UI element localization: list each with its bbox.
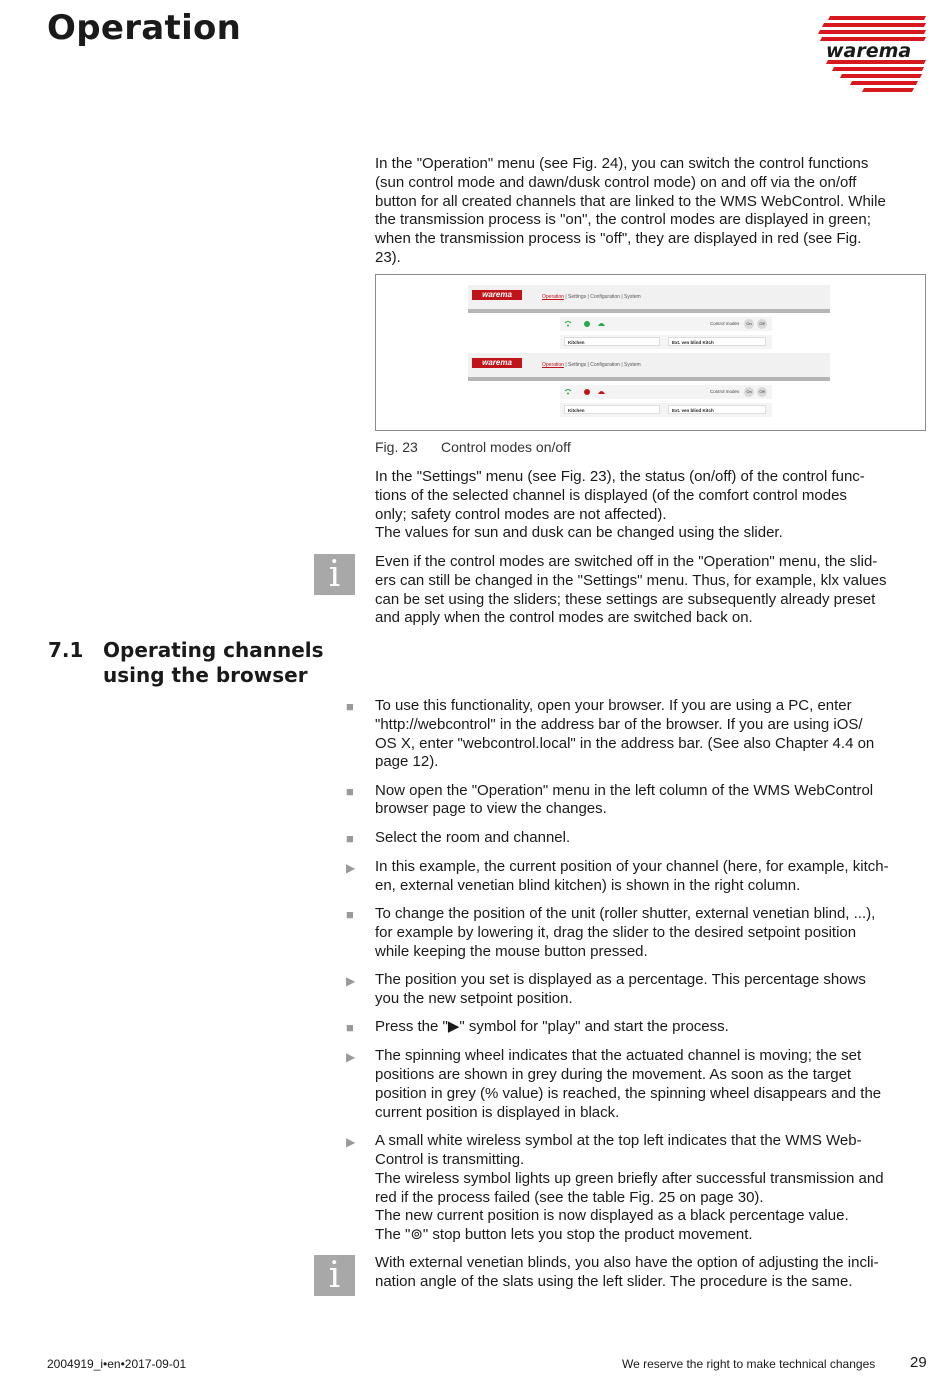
on-button[interactable]: On: [744, 319, 754, 329]
logo-wordmark: warema: [826, 40, 912, 62]
nav-system[interactable]: System: [624, 294, 641, 300]
list-item: ▶ The spinning wheel indicates that the actuated channel is moving; the set positions are shown in grey during the movement. As soon as the target position in grey (% value) is reached, the spinning wheel disappears and the current position is displayed in black.: [346, 1047, 930, 1122]
dusk-mode-icon: [597, 388, 606, 395]
nav-settings[interactable]: Settings: [568, 294, 587, 300]
info-note-2: With external venetian blinds, you also have the option of adjusting the incli- nation angle of the slats using the left slider. The procedure is the same.: [375, 1254, 879, 1290]
sun-mode-icon: [584, 321, 590, 327]
result-arrow-icon: [346, 1132, 375, 1245]
list-item: ■ To use this functionality, open your browser. If you are using a PC, enter "http://webcontrol" in the address bar of the browser. If you are using iOS/ OS X, enter "webcontrol.local" in the address bar. (See also Chapter 4.4 on page 12).: [346, 697, 930, 772]
info-icon: i: [314, 1255, 355, 1296]
control-modes-label: Control modes: [710, 389, 740, 394]
dusk-mode-icon: [597, 320, 606, 327]
off-button[interactable]: Off: [757, 387, 767, 397]
room-select[interactable]: Kitchen: [564, 337, 660, 346]
intro-paragraph: In the "Operation" menu (see Fig. 24), you can switch the control functions (sun control mode and dawn/dusk control mode) on and off via the on/off button for all created channels that are linked to the WMS WebControl. While the transmission process is "on", the control modes are displayed in green; when the transmission process is "off", they are displayed in red (see Fig. 23).: [375, 155, 886, 266]
screen-header: [468, 353, 830, 381]
webcontrol-screen-off: [468, 353, 830, 425]
footer-notice: We reserve the right to make technical changes: [622, 1357, 876, 1371]
figure-caption: [375, 439, 571, 455]
nav-configuration[interactable]: Configuration: [590, 362, 620, 368]
nav-operation[interactable]: Operation: [542, 294, 564, 300]
list-item: ▶ The position you set is displayed as a percentage. This percentage shows you the new setpoint position.: [346, 971, 930, 1009]
square-bullet-icon: [346, 905, 375, 961]
info-note-1: Even if the control modes are switched off in the "Operation" menu, the slid- ers can still be changed in the "Settings" menu. Thus, for example, klx values can be set using the sliders; these settings are subsequently already preset and apply when the control modes are switched back on.: [375, 553, 887, 627]
page-title: Operation: [47, 8, 242, 48]
figure-control-modes: [375, 274, 926, 431]
square-bullet-icon: [346, 782, 375, 820]
list-item: ▶ A small white wireless symbol at the top left indicates that the WMS Web- Control is transmitting. The wireless symbol lights up green briefly after successful transmission and red if the process failed (see the table Fig. 25 on page 30). The new current position is now displayed as a black percentage value. The "⊚" stop button lets you stop the product movement.: [346, 1132, 930, 1245]
wireless-icon: [564, 388, 572, 395]
list-item: ▶ In this example, the current position of your channel (here, for example, kitch- en, external venetian blind kitchen) is shown in the right column.: [346, 858, 930, 896]
list-item: ■ Select the room and channel.: [346, 829, 930, 849]
room-select[interactable]: Kitchen: [564, 405, 660, 414]
settings-paragraph: In the "Settings" menu (see Fig. 23), the status (on/off) of the control func- tions of the selected channel is displayed (of the comfort control modes only; safety control modes are not affected). The values for sun and dusk can be changed using the slider.: [375, 468, 865, 542]
figure-caption-text: Control modes on/off: [441, 439, 571, 455]
screen-nav: Operation | Settings | Configuration | System: [542, 294, 641, 300]
sun-mode-icon: [584, 389, 590, 395]
section-number: 7.1: [48, 638, 84, 662]
footer-doc-id: 2004919_i•en•2017-09-01: [47, 1357, 187, 1371]
wireless-icon: [564, 320, 572, 327]
screen-nav: Operation | Settings | Configuration | System: [542, 362, 641, 368]
channel-select[interactable]: Ext. ven blind Kitch: [668, 337, 766, 346]
channel-select[interactable]: Ext. ven blind Kitch: [668, 405, 766, 414]
square-bullet-icon: [346, 1018, 375, 1038]
list-item: ■ Now open the "Operation" menu in the left column of the WMS WebControl browser page to view the changes.: [346, 782, 930, 820]
square-bullet-icon: [346, 697, 375, 772]
nav-system[interactable]: System: [624, 362, 641, 368]
screen-header: [468, 285, 830, 313]
screen-logo: warema: [472, 358, 522, 368]
off-button[interactable]: Off: [757, 319, 767, 329]
on-button[interactable]: On: [744, 387, 754, 397]
instruction-list: [346, 697, 930, 1254]
result-arrow-icon: [346, 858, 375, 896]
page-number: 29: [910, 1354, 927, 1371]
nav-operation[interactable]: Operation: [542, 362, 564, 368]
section-title: Operating channels using the browser: [103, 638, 324, 687]
selection-row: [560, 403, 772, 417]
nav-configuration[interactable]: Configuration: [590, 294, 620, 300]
control-modes-row: [560, 385, 772, 399]
warema-logo: [818, 14, 930, 96]
list-item: ■ To change the position of the unit (roller shutter, external venetian blind, ...), for example by lowering it, drag the slider to the desired setpoint position while keeping the mouse button pressed.: [346, 905, 930, 961]
control-modes-row: [560, 317, 772, 331]
control-modes-label: Control modes: [710, 321, 740, 326]
info-icon: i: [314, 554, 355, 595]
result-arrow-icon: [346, 1047, 375, 1122]
result-arrow-icon: [346, 971, 375, 1009]
figure-number: Fig. 23: [375, 439, 418, 455]
screen-logo: warema: [472, 290, 522, 300]
webcontrol-screen-on: [468, 285, 830, 357]
list-item: ■ Press the "▶" symbol for "play" and start the process.: [346, 1018, 930, 1038]
square-bullet-icon: [346, 829, 375, 849]
selection-row: [560, 335, 772, 349]
nav-settings[interactable]: Settings: [568, 362, 587, 368]
